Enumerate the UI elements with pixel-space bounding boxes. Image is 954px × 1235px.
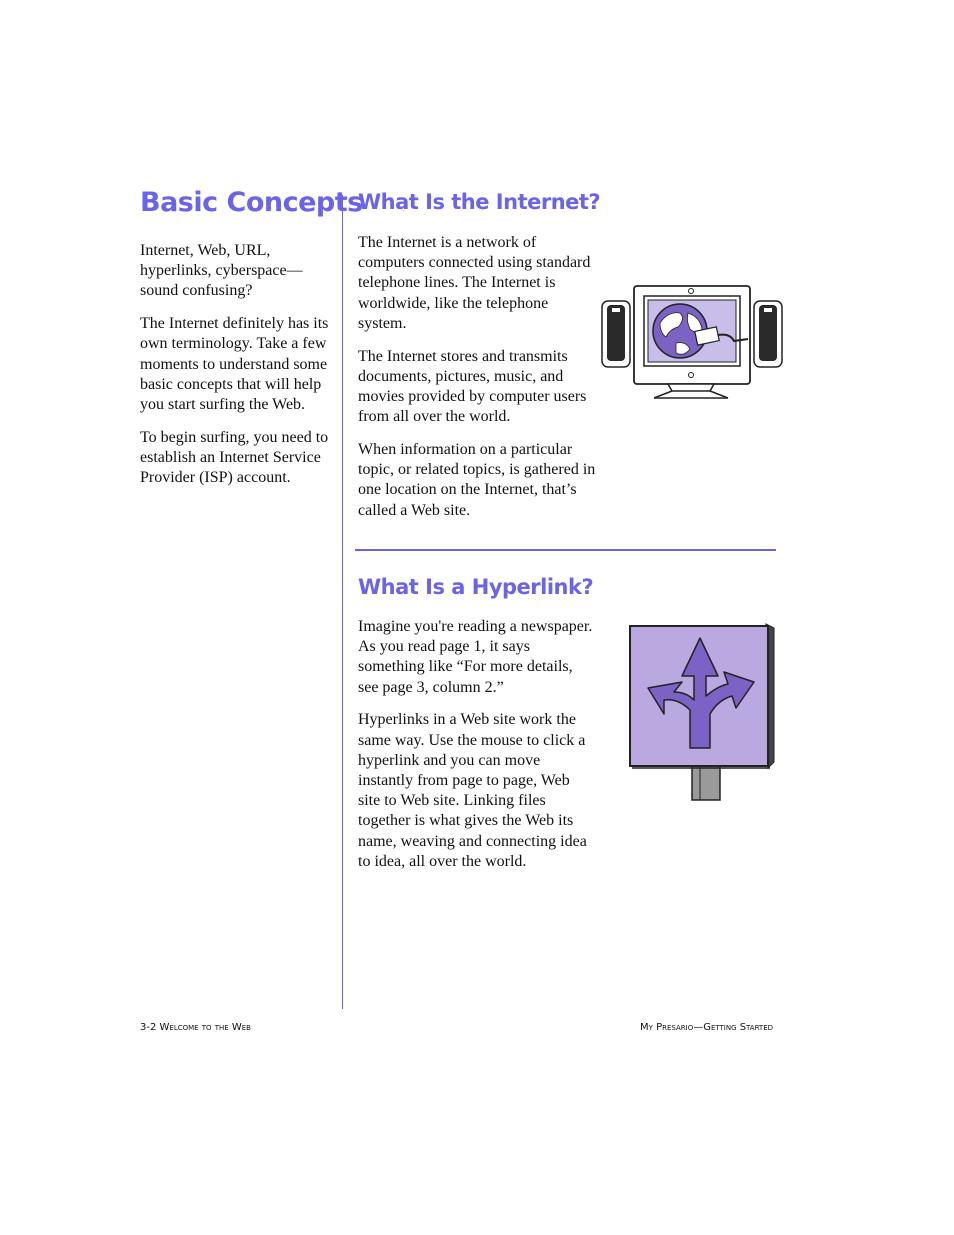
- body-paragraph: Imagine you're reading a newspaper. As you read page 1, it says something like “For more details, see page 3, column 2.”: [358, 618, 593, 696]
- intro-paragraph: The Internet definitely has its own terminology. Take a few moments to understand some basic concepts that will help you start surfing the Web.: [140, 315, 329, 414]
- section-body-hyperlink: [358, 617, 594, 885]
- footer-left: 3-2 Welcome to the Web: [140, 1022, 251, 1033]
- computer-globe-icon: [598, 283, 788, 403]
- column-divider: [342, 195, 343, 1009]
- direction-sign-icon: [628, 622, 778, 802]
- body-paragraph: The Internet is a network of computers connected using standard telephone lines. The Internet is worldwide, like the telephone system.: [358, 234, 591, 332]
- intro-paragraph: Internet, Web, URL, hyperlinks, cyberspace—sound confusing?: [140, 242, 303, 300]
- section-title-hyperlink: What Is a Hyperlink?: [358, 575, 594, 599]
- footer-right: My Presario—Getting Started: [640, 1022, 774, 1033]
- section-body-internet: [358, 233, 600, 533]
- section-divider: [355, 549, 776, 551]
- intro-paragraph: To begin surfing, you need to establish an Internet Service Provider (ISP) account.: [140, 428, 329, 487]
- section-title-internet: What Is the Internet?: [358, 190, 601, 214]
- body-paragraph: Hyperlinks in a Web site work the same way. Use the mouse to click a hyperlink and you can move instantly from page to page, Web site to Web site. Linking files together is what gives the Web its name, weaving and connecting idea to idea, all over the world.: [358, 711, 587, 870]
- intro-column: [140, 241, 332, 501]
- body-paragraph: When information on a particular topic, or related topics, is gathered in one location on the Internet, that’s called a Web site.: [358, 441, 596, 519]
- page-title: Basic Concepts: [140, 187, 363, 218]
- body-paragraph: The Internet stores and transmits documents, pictures, music, and movies provided by computer users from all over the world.: [358, 347, 587, 426]
